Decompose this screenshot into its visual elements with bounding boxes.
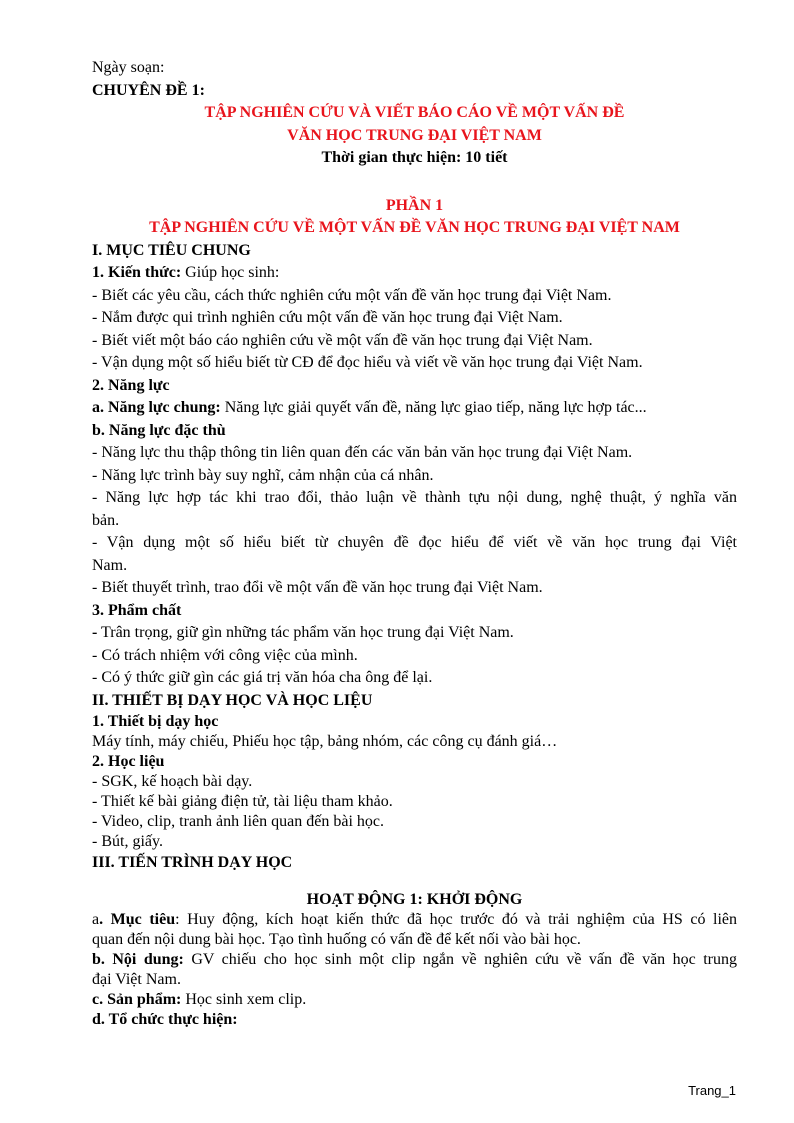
phamchat-text: Trân trọng, giữ gìn những tác phẩm văn học trung đại Việt Nam.	[97, 624, 514, 641]
hoclieu-item: - Thiết kế bài giảng điện tử, tài liệu tham khảo.	[92, 793, 393, 810]
nangluc-chung-text: Năng lực giải quyết vấn đề, năng lực giao tiếp, năng lực hợp tác...	[220, 399, 647, 416]
nangluc-chung-label: a. Năng lực chung:	[92, 399, 221, 416]
page-number: Trang_1	[688, 1083, 736, 1098]
hoclieu-heading: 2. Học liệu	[92, 753, 165, 770]
kienthuc-item: - Nắm được qui trình nghiên cứu một vấn đề văn học trung đại Việt Nam.	[92, 309, 563, 326]
part-title: TẬP NGHIÊN CỨU VỀ MỘT VẤN ĐỀ VĂN HỌC TRUNG ĐẠI VIỆT NAM	[149, 219, 680, 236]
activity-title: HOẠT ĐỘNG 1: KHỞI ĐỘNG	[306, 890, 523, 908]
phamchat-item: - Có ý thức giữ gìn các giá trị văn hóa cha ông để lại.	[92, 669, 433, 686]
nangluc-heading: 2. Năng lực	[92, 376, 170, 394]
kienthuc-label: 1. Kiến thức:	[92, 264, 182, 281]
spacer	[92, 170, 737, 195]
phamchat-dash: -	[92, 624, 98, 641]
kienthuc-line	[92, 262, 737, 285]
section-1-heading: I. MỤC TIÊU CHUNG	[92, 241, 251, 259]
muctieu-label: . Mục tiêu	[99, 910, 176, 928]
part-label: PHẦN 1	[385, 196, 444, 214]
tochuc-label: d. Tổ chức thực hiện:	[92, 1010, 238, 1028]
sanpham-label: c. Sản phẩm:	[92, 990, 182, 1008]
document-body	[92, 57, 737, 1030]
doc-title-line-2: VĂN HỌC TRUNG ĐẠI VIỆT NAM	[287, 126, 542, 144]
dacthu-item-line: - Năng lực hợp tác khi trao đổi, thảo luận về thành tựu nội dung, nghệ thuật, ý nghĩa văn	[92, 489, 737, 506]
phamchat-item: - Có trách nhiệm với công việc của mình.	[92, 646, 358, 664]
noidung-line	[92, 950, 737, 970]
phamchat-item	[92, 622, 737, 645]
noidung-text: GV chiếu cho học sinh một clip ngắn về nghiên cứu về vấn đề văn học trung	[183, 950, 738, 968]
dacthu-item: - Năng lực thu thập thông tin liên quan đến các văn bản văn học trung đại Việt Nam.	[92, 444, 633, 461]
hoclieu-item: - Video, clip, tranh ảnh liên quan đến bài học.	[92, 813, 384, 830]
section-2-heading: II. THIẾT BỊ DẠY HỌC VÀ HỌC LIỆU	[92, 691, 373, 709]
phamchat-heading: 3. Phẩm chất	[92, 601, 182, 619]
dacthu-item: - Năng lực trình bày suy nghĩ, cảm nhận của cá nhân.	[92, 466, 434, 484]
dacthu-item-line: Nam.	[92, 556, 128, 574]
doc-title-line-1: TẬP NGHIÊN CỨU VÀ VIẾT BÁO CÁO VỀ MỘT VẤN ĐỀ	[204, 104, 625, 121]
noidung-label: b. Nội dung:	[92, 950, 184, 968]
spacer	[92, 875, 737, 890]
noidung-line-2: đại Việt Nam.	[92, 970, 181, 988]
nangluc-chung-line	[92, 397, 737, 420]
dacthu-item-line: bản.	[92, 511, 120, 529]
section-3-heading: III. TIẾN TRÌNH DẠY HỌC	[92, 854, 293, 871]
duration: Thời gian thực hiện: 10 tiết	[321, 149, 508, 166]
thietbi-text: Máy tính, máy chiếu, Phiếu học tập, bảng nhóm, các công cụ đánh giá…	[92, 733, 558, 750]
dacthu-item: - Biết thuyết trình, trao đổi về một vấn đề văn học trung đại Việt Nam.	[92, 579, 543, 596]
sanpham-line	[92, 990, 737, 1010]
dacthu-item-line: - Vận dụng một số hiểu biết từ chuyên đề đọc hiểu để viết về văn học trung đại Việt	[92, 534, 737, 551]
kienthuc-item: - Biết viết một báo cáo nghiên cứu về một vấn đề văn học trung đại Việt Nam.	[92, 331, 593, 349]
kienthuc-item: - Vận dụng một số hiểu biết từ CĐ để đọc hiểu và viết về văn học trung đại Việt Nam.	[92, 354, 643, 371]
thietbi-heading: 1. Thiết bị dạy học	[92, 713, 219, 730]
nangluc-dacthu-heading: b. Năng lực đặc thù	[92, 421, 226, 439]
prep-date-label: Ngày soạn:	[92, 59, 165, 76]
sanpham-text: Học sinh xem clip.	[181, 990, 307, 1008]
muctieu-line	[92, 910, 737, 930]
kienthuc-item: - Biết các yêu cầu, cách thức nghiên cứu một vấn đề văn học trung đại Việt Nam.	[92, 286, 612, 304]
hoclieu-item: - SGK, kế hoạch bài dạy.	[92, 773, 253, 790]
kienthuc-intro: Giúp học sinh:	[181, 264, 280, 281]
muctieu-line-2: quan đến nội dung bài học. Tạo tình huống có vấn đề để kết nối vào bài học.	[92, 930, 581, 948]
muctieu-prefix: a	[92, 910, 100, 928]
muctieu-text: : Huy động, kích hoạt kiến thức đã học trước đó và trải nghiệm của HS có liên	[175, 910, 738, 928]
hoclieu-item: - Bút, giấy.	[92, 833, 163, 850]
topic-label: CHUYÊN ĐỀ 1:	[92, 81, 205, 99]
